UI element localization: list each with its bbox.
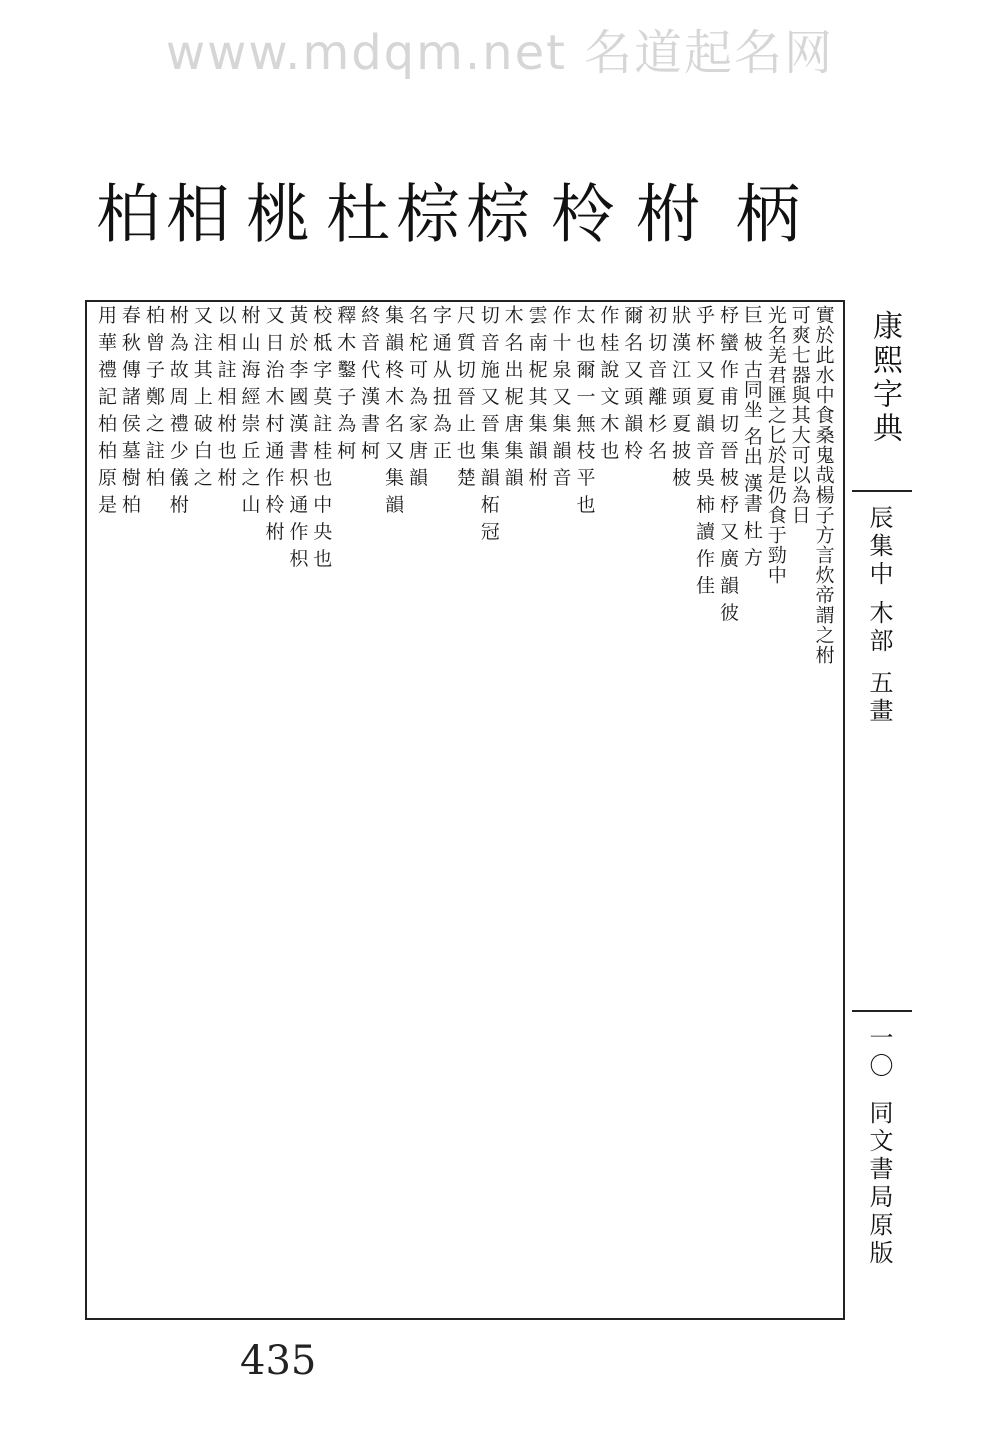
text-column: 柎 山 海 經 崇 丘 之 山 bbox=[238, 305, 261, 515]
seal-character: 桃 bbox=[235, 180, 309, 244]
text-column: 太 也 爾 一 無 枝 平 也 bbox=[573, 305, 596, 515]
text-column: 校 柢 字 莫 註 桂 也 中 央 也 bbox=[310, 305, 333, 569]
text-column: 尺 質 切 晉 止 也 楚 bbox=[453, 305, 476, 488]
divider bbox=[852, 1010, 912, 1012]
text-column: 可爽七器與其大可以為日 bbox=[788, 305, 811, 525]
text-column: 用 華 禮 記 柏 柏 原 是 bbox=[95, 305, 117, 515]
seal-character: 棕 bbox=[455, 180, 529, 244]
text-column: 實於此水中食桑鬼哉楊子方言炊帝謂之柎 bbox=[812, 305, 835, 665]
book-title: 康熙字典 bbox=[867, 310, 902, 446]
text-column: 字 通 从 扭 為 正 bbox=[429, 305, 452, 461]
seal-character: 柄 bbox=[725, 180, 799, 244]
text-column: 黃 於 李 國 漢 書 枳 通 作 枳 bbox=[286, 305, 309, 569]
seal-character: 棕 bbox=[385, 180, 459, 244]
text-column: 終 音 代 漢 書 柯 bbox=[358, 305, 381, 461]
text-column: 巨 柀 古同坐 名出 漢書 杜 方 bbox=[740, 305, 763, 568]
collection-label: 辰集中 bbox=[865, 505, 893, 589]
seal-character: 相 bbox=[155, 180, 229, 244]
text-column: 作 十 泉 又 集 韻 音 bbox=[549, 305, 572, 488]
text-column: 木 名 出 柅 唐 集 韻 bbox=[501, 305, 524, 488]
text-column: 雲 南 柅 其 集 韻 柎 bbox=[525, 305, 548, 488]
text-column: 光名羌君匯之匕於是仍食于勁中 bbox=[764, 305, 787, 585]
text-column: 狀 漢 江 頭 夏 披 柀 bbox=[669, 305, 692, 488]
text-column: 初 切 音 離 杉 名 bbox=[645, 305, 668, 461]
page-number: 435 bbox=[240, 1338, 317, 1384]
text-column: 杼 蠻 作 甫 切 晉 柀 杼 又 廣 韻 彼 bbox=[716, 305, 739, 623]
margin-header bbox=[852, 300, 912, 1320]
stroke-label: 五畫 bbox=[865, 670, 893, 726]
leaf-number: 一〇 bbox=[865, 1025, 893, 1081]
text-column: 又 注 其 上 破 白 之 bbox=[190, 305, 213, 488]
divider bbox=[852, 490, 912, 492]
text-column: 以 相 註 相 柎 也 柎 bbox=[214, 305, 237, 488]
text-column: 柎 為 故 周 禮 少 儀 柎 bbox=[166, 305, 189, 515]
publisher-label: 同文書局原版 bbox=[865, 1100, 893, 1268]
seal-script-headings bbox=[85, 180, 810, 300]
watermark: www.mdqm.net 名道起名网 bbox=[165, 25, 835, 81]
text-column: 名 柁 可 為 家 唐 韻 bbox=[405, 305, 428, 488]
text-column: 又 日 治 木 村 通 作 柃 柎 bbox=[262, 305, 285, 542]
text-column: 乎 杯 又 夏 韻 音 吳 柿 讀 作 佳 bbox=[693, 305, 716, 596]
seal-character: 柎 bbox=[625, 180, 699, 244]
seal-character: 柃 bbox=[540, 180, 614, 244]
text-column: 切 音 施 又 晉 集 韻 柘 冠 bbox=[477, 305, 500, 542]
text-column: 柏 曾 子 鄭 之 註 柏 bbox=[142, 305, 165, 488]
radical-label: 木部 bbox=[865, 600, 893, 656]
text-column: 作 桂 說 文 木 也 bbox=[597, 305, 620, 461]
text-column: 集 韻 柊 木 名 又 集 韻 bbox=[382, 305, 405, 515]
text-column: 春 秋 傳 諸 侯 墓 樹 柏 bbox=[118, 305, 141, 515]
seal-character: 杜 bbox=[315, 180, 389, 244]
dictionary-entries bbox=[95, 305, 835, 1315]
text-column: 釋 木 鑿 子 為 柯 bbox=[334, 305, 357, 461]
seal-character: 柏 bbox=[85, 180, 159, 244]
text-column: 爾 名 又 頭 韻 柃 bbox=[621, 305, 644, 461]
